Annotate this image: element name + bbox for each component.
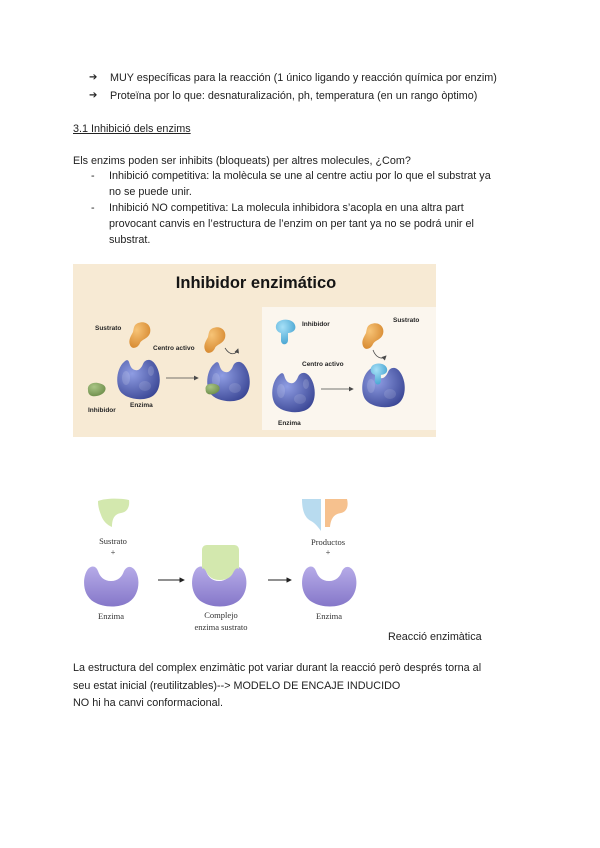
closing-line: seu estat inicial (reutilitzables)--> MODELO DE ENCAJE INDUCIDO <box>73 680 401 692</box>
inhibitor-illustration <box>73 264 436 437</box>
enzyme-shape <box>302 567 356 607</box>
list-item-line: provocant canvis en l’estructura de l’enzim on per tant ya no se podrá unir el <box>109 218 474 230</box>
product-orange-shape <box>325 499 348 527</box>
arrow-bullet-icon: ➔ <box>89 90 98 101</box>
arrow-bullet-icon: ➔ <box>89 72 98 83</box>
reaction-figure <box>80 495 365 637</box>
active-site-label: Centro activo <box>302 361 344 368</box>
list-item-line: Inhibició competitiva: la molècula se une al centre actiu por lo que el substrat ya <box>109 170 491 182</box>
inhibitor-label: Inhibidor <box>88 407 116 414</box>
complex-label-line: enzima sustrato <box>194 622 248 632</box>
product-blue-shape <box>302 499 321 531</box>
intro-paragraph: Els enzims poden ser inhibits (bloqueats) per altres molecules, ¿Com? <box>73 155 411 167</box>
arrow-bullet-text: MUY específicas para la reacción (1 único ligando y reacción química por enzim) <box>110 72 497 84</box>
dash-bullet: - <box>91 202 95 214</box>
enzyme-label: Enzima <box>98 611 124 621</box>
substrate-shape <box>98 499 129 527</box>
inhibitor-figure <box>73 264 436 437</box>
complex-label-line: Complejo <box>204 610 238 620</box>
figure-caption: Reacció enzimàtica <box>388 631 482 643</box>
closing-line: NO hi ha canvi conformacional. <box>73 697 224 709</box>
enzyme-label: Enzima <box>316 611 342 621</box>
substrate-label: Sustrato <box>95 325 122 332</box>
substrate-label: Sustrato <box>99 536 127 546</box>
closing-line: La estructura del complex enzimàtic pot variar durant la reacció però després torna al <box>73 662 482 674</box>
dash-bullet: - <box>91 170 95 182</box>
inhibitor-label: Inhibidor <box>302 321 330 328</box>
substrate-label: Sustrato <box>393 317 420 324</box>
active-site-label: Centro activo <box>153 345 195 352</box>
reaction-illustration <box>80 495 365 637</box>
list-item-line: substrat. <box>109 234 151 246</box>
list-item-line: no se puede unir. <box>109 186 192 198</box>
enzyme-label: Enzima <box>278 420 301 427</box>
plus-sign: + <box>110 547 116 557</box>
plus-sign: + <box>325 547 331 557</box>
figure-title: Inhibidor enzimático <box>175 274 337 292</box>
arrow-bullet-text: Proteïna por lo que: desnaturalización, ph, temperatura (en un rango òptimo) <box>110 90 478 102</box>
list-item-line: Inhibició NO competitiva: La molecula inhibidora s’acopla en una altra part <box>109 202 464 214</box>
products-label: Productos <box>311 537 345 547</box>
enzyme-shape <box>84 567 138 607</box>
section-heading: 3.1 Inhibició dels enzims <box>73 123 191 135</box>
enzyme-label: Enzima <box>130 402 153 409</box>
